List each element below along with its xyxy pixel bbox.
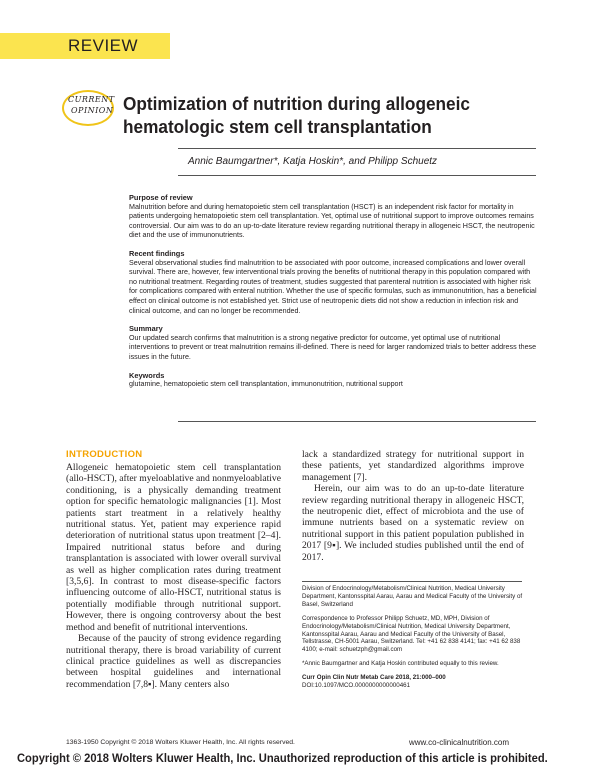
- keywords-text: glutamine, hematopoietic stem cell transplantation, immunonutrition, nutritional support: [129, 380, 403, 389]
- abstract-rule: [178, 421, 536, 422]
- equal-contribution-note: *Annic Baumgartner and Katja Hoskin contributed equally to this review.: [302, 660, 499, 668]
- logo-line-1: CURRENT: [68, 95, 115, 104]
- doi: DOI:10.1097/MCO.0000000000000461: [302, 682, 411, 690]
- footer-website: www.co-clinicalnutrition.com: [409, 738, 510, 747]
- introduction-heading: INTRODUCTION: [66, 449, 143, 460]
- title-rule: [178, 148, 536, 149]
- body-column-left: [66, 462, 281, 690]
- copyright-notice: Copyright © 2018 Wolters Kluwer Health, Inc. Unauthorized reproduction of this article is prohibited.: [17, 751, 548, 765]
- affiliations: [302, 585, 524, 690]
- correspondence-text: Correspondence to Professor Philipp Schuetz, MD, MPH, Division of Endocrinology/Metabolism/Clinical Nutrition, Medical University Department, Kantonsspital Aarau, Aarau and Medical Faculty of the University of Basel, Tellstrasse, CH-5001 Aarau, Switzerland. Tel: +41 62 838 4141; fax: +41 62 838 4100; e-mail: schuetzph@gmail.com: [302, 614, 521, 654]
- journal-citation: Curr Opin Clin Nutr Metab Care 2018, 21:000–000: [302, 674, 446, 682]
- logo-line-2: OPINION: [71, 106, 114, 115]
- author-list: Annic Baumgartner*, Katja Hoskin*, and Philipp Schuetz: [188, 156, 438, 167]
- findings-heading: Recent findings: [129, 248, 185, 258]
- division-text: Division of Endocrinology/Metabolism/Clinical Nutrition, Medical University Department, Kantonsspital Aarau, Aarau and Medical Faculty of the University of Basel, Switzerland: [302, 585, 523, 608]
- summary-heading: Summary: [129, 324, 163, 334]
- purpose-text: Malnutrition before and during hematopoietic stem cell transplantation (HSCT) is an independent risk factor for mortality in patients undergoing hematopoietic stem cell transplantation. Yet, optimal use of nutritional support to improve outcomes remains controversial. Our aim was to do an up-to-date literature review regarding nutritional therapy in allogeneic HSCT, the neutropenic diet and the use of immunonutrients.: [129, 202, 535, 240]
- section-label: REVIEW: [68, 36, 139, 55]
- body-column-right: [302, 449, 524, 563]
- article-title: Optimization of nutrition during allogeneic hematologic stem cell transplantation: [123, 93, 470, 137]
- keywords-heading: Keywords: [129, 370, 165, 380]
- body-paragraph: Because of the paucity of strong evidence regarding nutritional therapy, there is broad variability of current clinical practice guidelines as well as discrepancies between hospital guidelines and international recommendation [7,8▪]. Many centers also: [66, 633, 281, 690]
- purpose-heading: Purpose of review: [129, 193, 193, 202]
- affiliation-rule: [302, 581, 522, 582]
- body-paragraph: Allogeneic hematopoietic stem cell transplantation (allo-HSCT), after myeloablative and nonmyeloablative conditioning, is a physically demanding treatment option for specific hematologic malignancies [1]. Most patients start treatment in a relatively healthy nutritional status. Yet, patient may experience rapid deterioration of nutritional status upon treatment [2–4]. Impaired nutritional status before and during transplantation is associated with lower overall survival as well as higher complication rates during treatment [3,5,6]. In contrast to most disease-specific factors influencing outcome of allo-HSCT, nutritional status is potentially modifiable through nutritional support. However, there is ongoing controversy about the best method and benefit of nutritional interventions.: [66, 462, 281, 633]
- findings-text: Several observational studies find malnutrition to be associated with poor outcome, increased complications and lower overall survival. There are, however, few interventional trials proving the benefits of nutritional therapy in this population compared with no nutritional treatment. Regarding routes of treatment, studies suggested that parenteral nutrition is associated with higher risk for complications compared with enteral nutrition. Whether the use of specific formulas, such as immunonutrition, has a beneficial effect on clinical outcome is not established yet. Strict use of neutropenic diets did not show a reduction in infection risk and clinical outcome, and can no longer be recommended.: [129, 258, 537, 315]
- summary-text: Our updated search confirms that malnutrition is a strong negative predictor for outcome, yet optimal use of nutritional interventions to prevent or treat malnutrition remains ill-defined. There is need for larger randomized trials to better address these issues in the future.: [129, 333, 537, 361]
- current-opinion-logo: [62, 90, 114, 126]
- footer-issn: 1363-1950 Copyright © 2018 Wolters Kluwer Health, Inc. All rights reserved.: [66, 739, 295, 746]
- body-paragraph: lack a standardized strategy for nutritional support in these patients, yet standardized algorithms improve management [7].: [302, 449, 524, 483]
- body-paragraph: Herein, our aim was to do an up-to-date literature review regarding nutritional therapy in allogeneic HSCT, the neutropenic diet, effect of microbiota and the use of immune nutrients based on a systematic review on nutritional support in this patient population published in 2017 [9▪]. We included studies published until the end of 2017.: [302, 483, 524, 563]
- abstract: [129, 193, 537, 390]
- authors-rule: [178, 175, 536, 176]
